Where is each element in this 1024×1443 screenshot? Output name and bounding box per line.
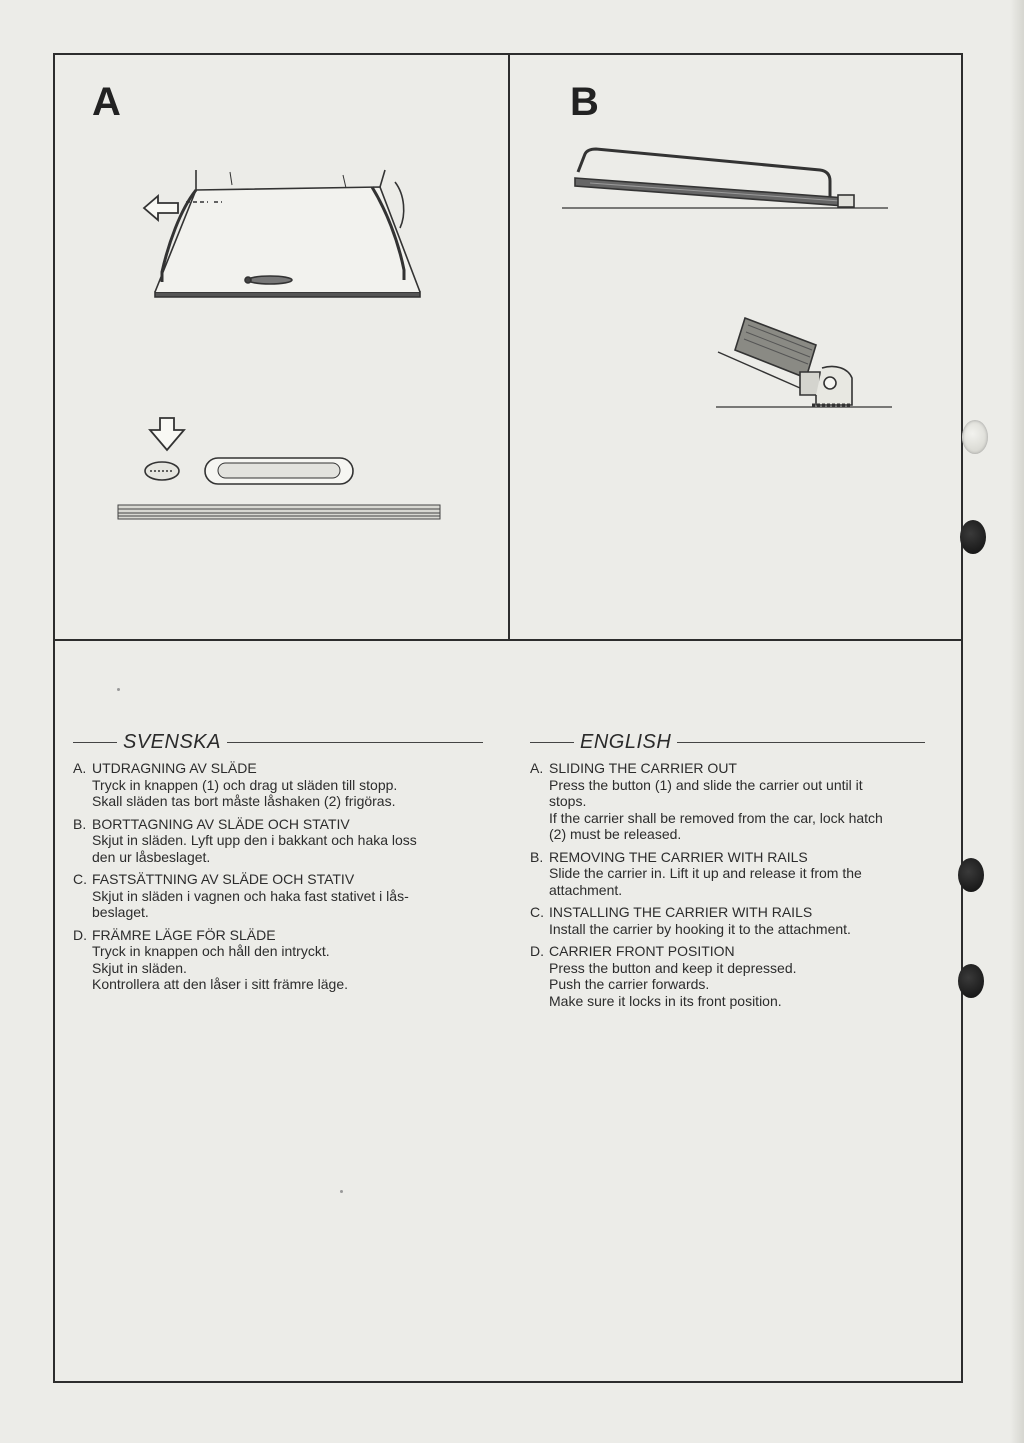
section-line: (2) must be released. xyxy=(549,826,682,842)
section-title: BORTTAGNING AV SLÄDE OCH STATIV xyxy=(92,815,350,832)
section-line: Slide the carrier in. Lift it up and release it from the xyxy=(549,865,862,881)
punch-hole xyxy=(962,420,988,454)
section-title: UTDRAGNING AV SLÄDE xyxy=(92,760,257,776)
section-letter: A. xyxy=(73,760,87,776)
section-title: REMOVING THE CARRIER WITH RAILS xyxy=(549,848,808,865)
section-line: stops. xyxy=(549,793,587,809)
section-line: Tryck in knappen (1) och drag ut släden till stopp. xyxy=(92,776,398,793)
english-heading: ENGLISH xyxy=(580,730,672,753)
section-letter: C. xyxy=(530,904,544,920)
section-line: den ur låsbeslaget. xyxy=(92,848,211,865)
section-line: Skjut in släden. Lyft upp den i bakkant och haka loss xyxy=(92,832,417,848)
heading-rule xyxy=(227,742,483,743)
section-title: SLIDING THE CARRIER OUT xyxy=(549,760,737,776)
punch-hole xyxy=(958,858,984,892)
english-section-c xyxy=(530,904,925,937)
english-section-b xyxy=(530,849,925,899)
section-title: FASTSÄTTNING AV SLÄDE OCH STATIV xyxy=(92,871,355,887)
panel-a-arrow-left-icon xyxy=(144,196,178,220)
english-heading-row xyxy=(530,730,925,754)
svenska-section-a xyxy=(73,760,483,810)
punch-hole xyxy=(960,520,986,554)
svenska-heading-row xyxy=(73,730,483,754)
section-letter: A. xyxy=(530,760,544,776)
section-title: CARRIER FRONT POSITION xyxy=(549,943,735,959)
section-title: INSTALLING THE CARRIER WITH RAILS xyxy=(549,904,813,920)
section-line: Make sure it locks in its front position. xyxy=(549,992,782,1009)
svenska-section-d xyxy=(73,927,483,993)
section-line: Press the button and keep it depressed. xyxy=(549,959,797,976)
english-column xyxy=(530,730,925,1015)
section-line: Skjut in släden i vagnen och haka fast stativet i lås- xyxy=(92,887,409,904)
section-letter: D. xyxy=(530,943,544,959)
heading-rule xyxy=(530,742,574,743)
section-line: Install the carrier by hooking it to the attachment. xyxy=(549,920,851,937)
section-line: beslaget. xyxy=(92,904,149,920)
section-letter: C. xyxy=(73,871,87,887)
panel-a-rail-strip xyxy=(118,505,440,519)
section-letter: D. xyxy=(73,926,87,943)
english-section-a xyxy=(530,760,925,843)
svenska-column xyxy=(73,730,483,999)
panel-a-letter: A xyxy=(92,80,121,124)
section-line: Tryck in knappen och håll den intryckt. xyxy=(92,943,330,959)
svenska-heading: SVENSKA xyxy=(123,730,221,753)
section-line: Push the carrier forwards. xyxy=(549,976,710,992)
panel-a-button-detail xyxy=(145,458,353,484)
punch-hole xyxy=(958,964,984,998)
panel-b-carrier-side-illustration xyxy=(562,149,888,208)
english-section-d xyxy=(530,943,925,1009)
svenska-section-b xyxy=(73,816,483,866)
section-title: FRÄMRE LÄGE FÖR SLÄDE xyxy=(92,926,276,943)
section-letter: B. xyxy=(530,848,544,865)
section-line: Kontrollera att den låser i sitt främre läge. xyxy=(92,976,349,992)
paper-speck xyxy=(117,688,120,691)
section-line: If the carrier shall be removed from the car, lock hatch xyxy=(549,809,883,826)
section-line: attachment. xyxy=(549,881,623,898)
section-line: Press the button (1) and slide the carrier out until it xyxy=(549,776,863,793)
section-line: Skall släden tas bort måste låshaken (2) frigöras. xyxy=(92,793,396,809)
panel-a-carrier-illustration xyxy=(155,170,420,297)
paper-speck xyxy=(340,1190,343,1193)
section-letter: B. xyxy=(73,815,87,832)
section-line: Skjut in släden. xyxy=(92,959,187,976)
panel-a-arrow-down-icon xyxy=(150,418,184,450)
heading-rule xyxy=(677,742,925,743)
heading-rule xyxy=(73,742,117,743)
svenska-section-c xyxy=(73,871,483,921)
panel-b-letter: B xyxy=(570,80,599,124)
panel-b-attachment-detail xyxy=(716,318,892,407)
